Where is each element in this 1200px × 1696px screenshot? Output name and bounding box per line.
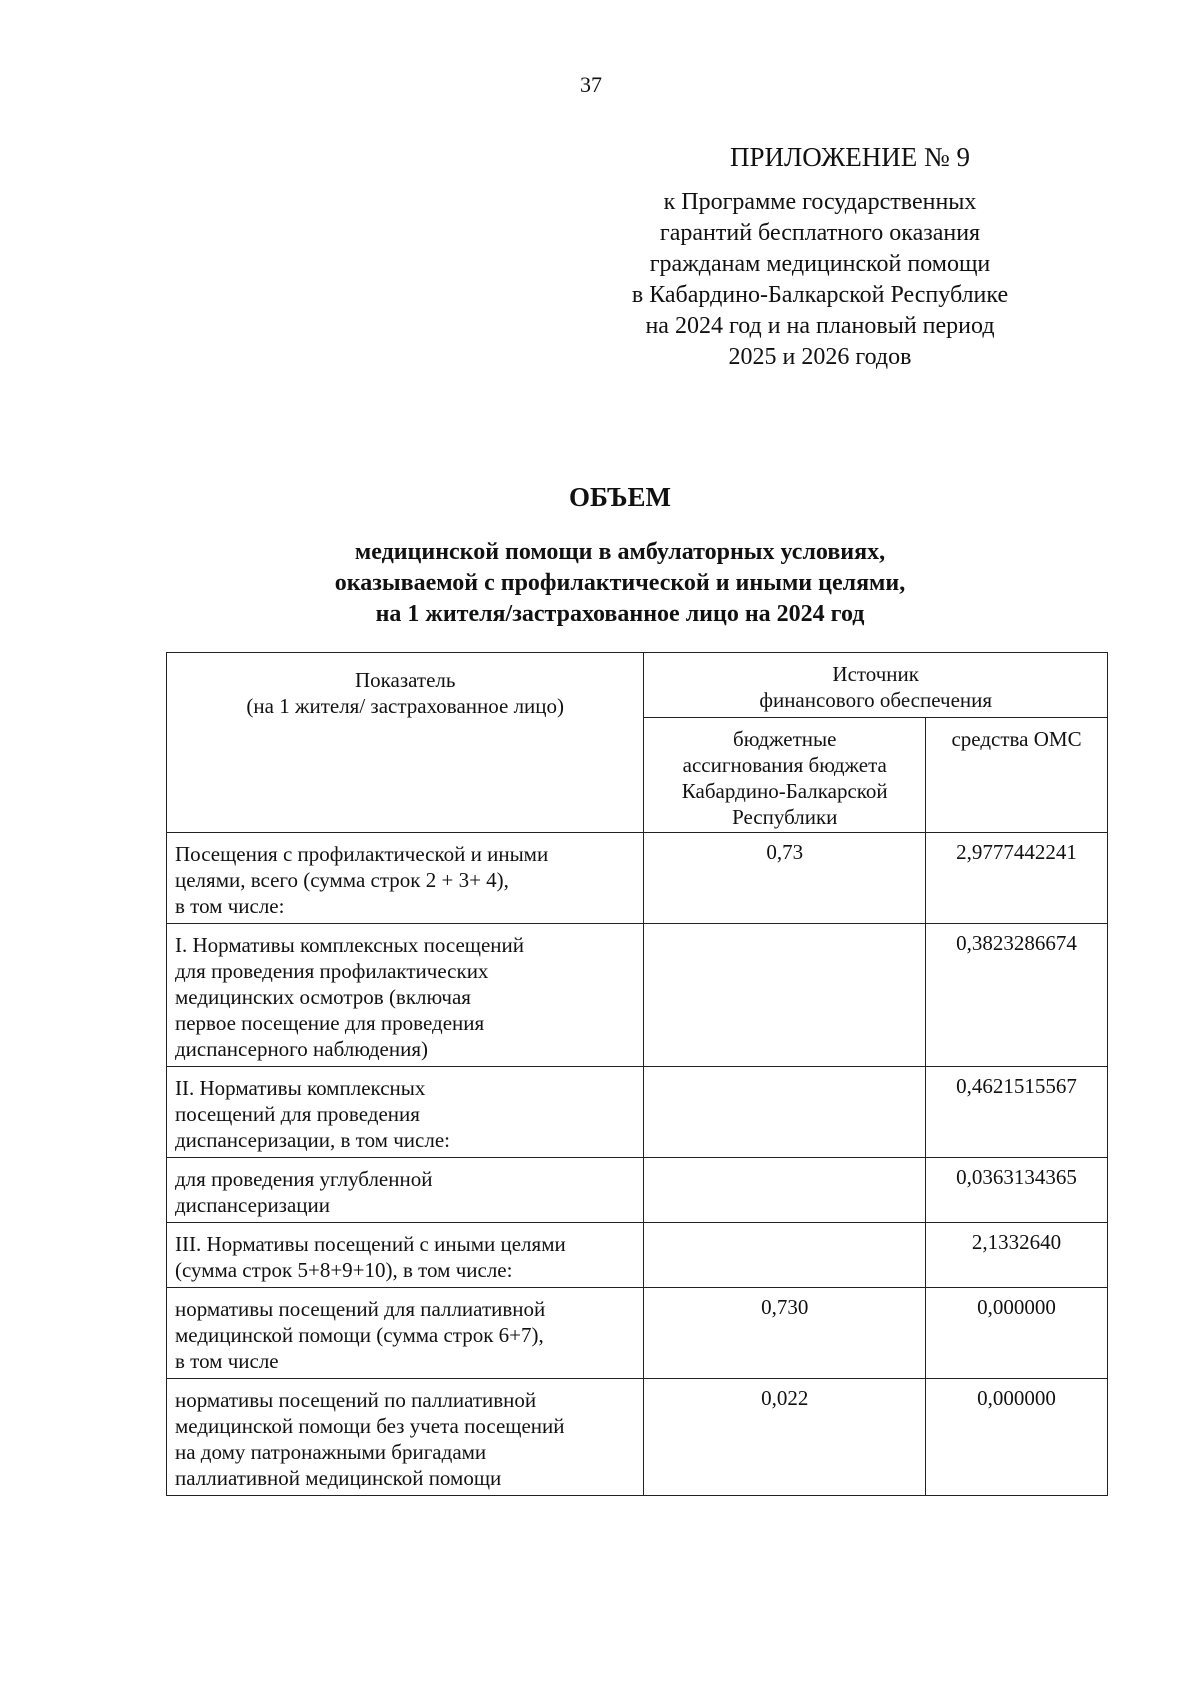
row-oms-value: 0,000000 [926,1288,1108,1379]
row-oms-value: 0,000000 [926,1379,1108,1496]
row-label-line: на дому патронажными бригадами [175,1440,487,1464]
page-number: 37 [580,72,602,97]
row-label-line: посещений для проведения [175,1102,420,1126]
row-label-line: (сумма строк 5+8+9+10), в том числе: [175,1258,513,1282]
table-row [167,1158,1108,1223]
row-label-line: целями, всего (сумма строк 2 + 3+ 4), [175,868,509,892]
norms-table [166,652,1108,1496]
header-oms [926,718,1108,833]
document-subtitle-line: медицинской помощи в амбулаторных условиях, [354,539,886,565]
row-budget-value [644,1067,926,1158]
row-oms-value: 0,3823286674 [926,924,1108,1067]
header-source-line: Источник [832,662,919,686]
row-label-line: диспансеризации, в том числе: [175,1128,450,1152]
table-row [167,1379,1108,1496]
appendix-block [560,142,1080,373]
row-label-line: нормативы посещений по паллиативной [175,1388,537,1412]
row-label-line: нормативы посещений для паллиативной [175,1297,546,1321]
appendix-line: гарантий бесплатного оказания [659,220,981,246]
header-budget-line: ассигнования бюджета [682,753,887,777]
document-subtitle-line: на 1 жителя/застрахованное лицо на 2024 год [375,601,865,627]
appendix-line: на 2024 год и на плановый период [645,313,995,339]
row-label [167,1067,644,1158]
appendix-title: ПРИЛОЖЕНИЕ № 9 [729,142,971,172]
row-oms-value: 2,9777442241 [926,833,1108,924]
row-label-line: для проведения углубленной [175,1167,433,1191]
row-oms-value: 2,1332640 [926,1223,1108,1288]
table-row [167,1223,1108,1288]
document-heading [150,482,1090,630]
document-subtitle-line: оказываемой с профилактической и иными целями, [334,570,906,596]
row-label-line: II. Нормативы комплексных [175,1076,426,1100]
row-budget-value [644,924,926,1067]
row-label-line: Посещения с профилактической и иными [175,842,549,866]
row-label-line: медицинской помощи (сумма строк 6+7), [175,1323,544,1347]
row-oms-value: 0,4621515567 [926,1067,1108,1158]
header-indicator-line: Показатель [354,668,456,692]
header-indicator [167,653,644,833]
header-source-line: финансового обеспечения [759,688,993,712]
row-budget-value: 0,022 [644,1379,926,1496]
row-label [167,1158,644,1223]
row-label-line: в том числе: [175,894,285,918]
header-budget-line: Республики [732,805,838,829]
header-oms-line: средства ОМС [951,727,1082,751]
appendix-line: гражданам медицинской помощи [649,251,991,277]
row-label-line: в том числе [175,1349,279,1373]
row-label [167,1223,644,1288]
table-row [167,833,1108,924]
table-header-row [167,653,1108,718]
row-budget-value [644,1158,926,1223]
row-label [167,1379,644,1496]
appendix-line: 2025 и 2026 годов [728,344,912,370]
row-label-line: диспансеризации [175,1193,331,1217]
table-row [167,924,1108,1067]
row-label [167,833,644,924]
row-budget-value: 0,730 [644,1288,926,1379]
appendix-line: к Программе государственных [663,189,977,215]
header-budget [644,718,926,833]
row-label [167,924,644,1067]
row-label-line: диспансерного наблюдения) [175,1037,428,1061]
row-label [167,1288,644,1379]
table-row [167,1067,1108,1158]
row-label-line: первое посещение для проведения [175,1011,485,1035]
header-budget-line: бюджетные [733,727,837,751]
header-source [644,653,1108,718]
row-budget-value: 0,73 [644,833,926,924]
row-oms-value: 0,0363134365 [926,1158,1108,1223]
header-budget-line: Кабардино-Балкарской [681,779,888,803]
row-label-line: медицинских осмотров (включая [175,985,471,1009]
row-label-line: паллиативной медицинской помощи [175,1466,502,1490]
appendix-line: в Кабардино-Балкарской Республике [631,282,1009,308]
document-title: ОБЪЕМ [569,482,671,512]
row-label-line: I. Нормативы комплексных посещений [175,933,524,957]
header-indicator-line: (на 1 жителя/ застрахованное лицо) [246,694,565,718]
table-row [167,1288,1108,1379]
row-budget-value [644,1223,926,1288]
row-label-line: для проведения профилактических [175,959,489,983]
row-label-line: медицинской помощи без учета посещений [175,1414,565,1438]
row-label-line: III. Нормативы посещений с иными целями [175,1232,566,1256]
